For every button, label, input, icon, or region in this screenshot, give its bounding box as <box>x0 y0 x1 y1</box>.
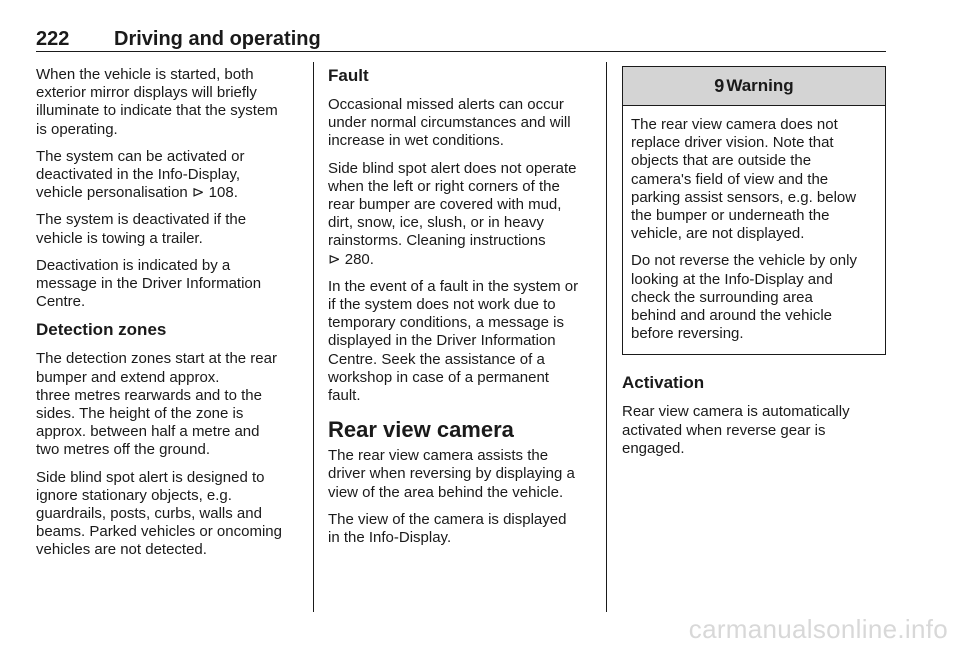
paragraph: The system can be activated or deactivated in the Info-Display, vehicle personalisation ⊳ 108. <box>36 147 245 202</box>
warning-header <box>623 67 885 106</box>
header-rule <box>36 51 886 52</box>
paragraph: The view of the camera is displayed in the Info-Display. <box>328 510 567 547</box>
paragraph: Side blind spot alert does not operate when the left or right corners of the rear bumper are covered with mud, dirt, snow, ice, slush, or in heavy rainstorms. Cleaning instructions ⊳ 280. <box>328 159 577 268</box>
section-title-rear-view-camera: Rear view camera <box>328 417 514 443</box>
warning-icon: 9 <box>714 75 725 96</box>
column-divider-2 <box>606 62 607 612</box>
heading-fault: Fault <box>328 66 369 85</box>
chapter-title: Driving and operating <box>114 28 321 50</box>
warning-paragraph: Do not reverse the vehicle by only looking at the Info-Display and check the surrounding area behind and around the vehicle before reversing. <box>631 252 857 343</box>
paragraph: In the event of a fault in the system or if the system does not work due to temporary conditions, a message is displayed in the Driver Information Centre. Seek the assistance of a workshop in case of a permanent fault. <box>328 277 579 405</box>
page-number: 222 <box>36 28 70 50</box>
paragraph: The rear view camera assists the driver when reversing by displaying a view of the area behind the vehicle. <box>328 447 575 501</box>
paragraph: Rear view camera is automatically activated when reverse gear is engaged. <box>622 403 850 457</box>
page-header <box>36 28 886 52</box>
column-middle <box>328 66 596 556</box>
warning-title: Warning <box>726 75 794 95</box>
warning-body <box>623 106 885 354</box>
paragraph: Side blind spot alert is designed to ignore stationary objects, e.g. guardrails, posts, curbs, walls and beams. Parked vehicles or oncoming vehicles are not detected. <box>36 468 282 559</box>
heading-detection-zones: Detection zones <box>36 320 167 340</box>
column-divider-1 <box>313 62 314 612</box>
paragraph: The system is deactivated if the vehicle is towing a trailer. <box>36 211 247 247</box>
warning-box <box>622 66 886 355</box>
column-left <box>36 66 302 569</box>
paragraph: When the vehicle is started, both exterior mirror displays will briefly illuminate to indicate that the system is operating. <box>36 66 278 138</box>
heading-activation: Activation <box>622 373 705 393</box>
column-right <box>622 66 886 467</box>
watermark-link[interactable]: carmanualsonline.info <box>688 614 948 644</box>
paragraph: Occasional missed alerts can occur under normal circumstances and will increase in wet conditions. <box>328 96 571 150</box>
paragraph: Deactivation is indicated by a message in the Driver Information Centre. <box>36 256 262 311</box>
warning-paragraph: The rear view camera does not replace driver vision. Note that objects that are outside the camera's field of view and the parking assist sensors, e.g. below the bumper or underneath the vehicle, are not displayed. <box>631 116 857 243</box>
paragraph: The detection zones start at the rear bumper and extend approx. three metres rearwards and to the sides. The height of the zone is approx. between half a metre and two metres off the ground. <box>36 350 277 459</box>
